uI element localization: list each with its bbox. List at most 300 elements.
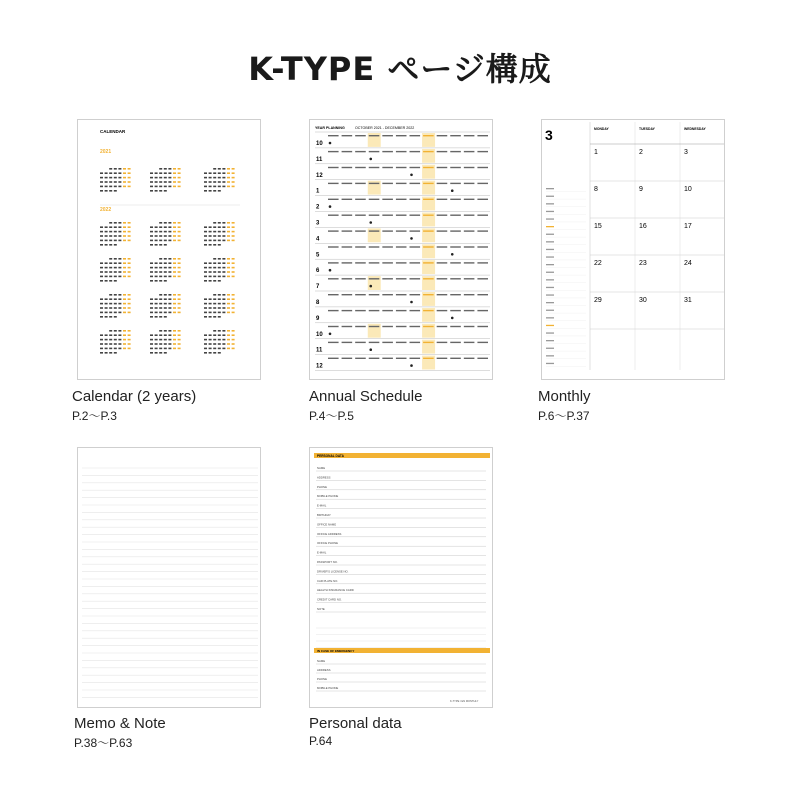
mini-day-mark (164, 334, 167, 336)
mini-day-mark (159, 307, 162, 309)
mini-day-mark (100, 352, 103, 354)
mini-day-mark (209, 181, 212, 183)
day-header-mark (450, 358, 461, 359)
date-number: 22 (594, 260, 602, 267)
day-header-mark (369, 215, 380, 216)
day-header-mark (450, 183, 461, 184)
moon-mark (451, 253, 454, 256)
day-header-mark (410, 167, 421, 168)
day-header-mark (396, 262, 407, 263)
mini-day-mark (109, 348, 112, 350)
mini-day-mark (232, 181, 235, 183)
day-header-mark (396, 215, 407, 216)
mini-day-mark (213, 240, 216, 242)
calendar-year-1: 2021 (100, 149, 112, 155)
mini-day-mark (155, 262, 158, 264)
day-header-mark (355, 215, 366, 216)
day-header-mark (342, 199, 353, 200)
day-header-mark (396, 246, 407, 247)
list-line-mark (546, 279, 554, 280)
day-header-mark (464, 167, 475, 168)
list-line-mark (546, 226, 554, 227)
day-header-mark (382, 167, 393, 168)
day-header-mark (328, 135, 339, 136)
day-header-mark (369, 326, 380, 327)
mini-day-mark (109, 168, 112, 170)
month-label: 5 (316, 252, 320, 259)
mini-day-mark (227, 235, 230, 237)
day-header-mark (450, 310, 461, 311)
day-header-mark (477, 262, 488, 263)
mini-day-mark (222, 271, 225, 273)
emergency-field-label: ADDRESS (317, 668, 331, 672)
moon-mark (369, 348, 372, 351)
mini-day-mark (222, 231, 225, 233)
mini-day-mark (227, 348, 230, 350)
mini-day-mark (173, 231, 176, 233)
mini-day-mark (232, 186, 235, 188)
mini-day-mark (109, 235, 112, 237)
mini-day-mark (150, 240, 153, 242)
day-header-mark (355, 294, 366, 295)
day-header-mark (328, 278, 339, 279)
mini-day-mark (123, 330, 126, 332)
mini-day-mark (155, 352, 158, 354)
day-header-mark (396, 151, 407, 152)
mini-day-mark (109, 339, 112, 341)
mini-day-mark (232, 330, 235, 332)
mini-day-mark (227, 231, 230, 233)
day-header-mark (477, 246, 488, 247)
mini-day-mark (178, 294, 181, 296)
mini-day-mark (100, 267, 103, 269)
weekday-label: WEDNESDAY (684, 127, 706, 131)
mini-day-mark (232, 348, 235, 350)
list-line-mark (546, 340, 554, 341)
day-header-mark (477, 310, 488, 311)
day-header-mark (369, 135, 380, 136)
mini-day-mark (105, 262, 108, 264)
mini-day-mark (114, 262, 117, 264)
mini-day-mark (227, 177, 230, 179)
date-number: 9 (639, 186, 643, 193)
mini-day-mark (150, 348, 153, 350)
day-header-mark (464, 199, 475, 200)
mini-day-mark (213, 294, 216, 296)
mini-month-block (150, 222, 181, 246)
mini-day-mark (218, 258, 221, 260)
mini-day-mark (100, 244, 103, 246)
mini-day-mark (128, 258, 131, 260)
mini-day-mark (105, 298, 108, 300)
mini-day-mark (222, 334, 225, 336)
day-header-mark (355, 246, 366, 247)
mini-day-mark (178, 348, 181, 350)
mini-day-mark (168, 334, 171, 336)
mini-day-mark (105, 303, 108, 305)
mini-day-mark (100, 186, 103, 188)
mini-day-mark (204, 231, 207, 233)
mini-day-mark (109, 298, 112, 300)
mini-day-mark (218, 339, 221, 341)
day-header-mark (342, 294, 353, 295)
mini-day-mark (232, 222, 235, 224)
mini-day-mark (123, 334, 126, 336)
mini-day-mark (159, 258, 162, 260)
day-header-mark (450, 135, 461, 136)
day-header-mark (328, 358, 339, 359)
mini-day-mark (178, 334, 181, 336)
day-header-mark (342, 215, 353, 216)
mini-day-mark (114, 181, 117, 183)
day-header-mark (464, 262, 475, 263)
mini-day-mark (204, 280, 207, 282)
mini-day-mark (204, 307, 207, 309)
mini-day-mark (118, 262, 121, 264)
mini-day-mark (118, 222, 121, 224)
mini-day-mark (213, 172, 216, 174)
mini-day-mark (164, 186, 167, 188)
day-header-mark (369, 310, 380, 311)
day-header-mark (477, 199, 488, 200)
mini-day-mark (209, 276, 212, 278)
mini-day-mark (164, 190, 167, 192)
day-header-mark (437, 167, 448, 168)
mini-day-mark (159, 222, 162, 224)
list-line-mark (546, 325, 554, 326)
mini-day-mark (114, 258, 117, 260)
mini-day-mark (173, 226, 176, 228)
mini-day-mark (178, 303, 181, 305)
mini-day-mark (218, 235, 221, 237)
mini-day-mark (123, 343, 126, 345)
mini-day-mark (227, 186, 230, 188)
month-label: 11 (316, 347, 323, 354)
day-header-mark (423, 151, 434, 152)
mini-day-mark (178, 330, 181, 332)
day-header-mark (437, 310, 448, 311)
day-header-mark (342, 151, 353, 152)
mini-day-mark (218, 267, 221, 269)
mini-day-mark (204, 271, 207, 273)
mini-day-mark (150, 343, 153, 345)
day-header-mark (423, 358, 434, 359)
month-label: 10 (316, 141, 323, 147)
mini-day-mark (150, 190, 153, 192)
mini-day-mark (209, 307, 212, 309)
mini-day-mark (118, 343, 121, 345)
day-header-mark (464, 183, 475, 184)
mini-day-mark (178, 258, 181, 260)
mini-day-mark (155, 303, 158, 305)
mini-day-mark (128, 177, 131, 179)
mini-day-mark (222, 312, 225, 314)
mini-day-mark (168, 343, 171, 345)
date-number: 16 (639, 223, 647, 230)
mini-day-mark (209, 172, 212, 174)
day-header-mark (355, 342, 366, 343)
day-header-mark (423, 278, 434, 279)
day-header-mark (450, 278, 461, 279)
day-header-mark (410, 151, 421, 152)
month-label: 4 (316, 236, 320, 243)
mini-day-mark (155, 334, 158, 336)
emergency-field-label: NAME (317, 659, 326, 663)
mini-day-mark (155, 312, 158, 314)
mini-day-mark (178, 298, 181, 300)
mini-day-mark (114, 222, 117, 224)
mini-day-mark (155, 316, 158, 318)
mini-day-mark (164, 181, 167, 183)
mini-day-mark (105, 339, 108, 341)
mini-day-mark (213, 244, 216, 246)
list-line-mark (546, 294, 554, 295)
mini-month-block (150, 168, 181, 192)
day-header-mark (477, 167, 488, 168)
mini-day-mark (213, 168, 216, 170)
moon-mark (329, 333, 332, 336)
day-header-mark (410, 183, 421, 184)
mini-day-mark (118, 276, 121, 278)
day-header-mark (477, 183, 488, 184)
mini-day-mark (222, 303, 225, 305)
mini-day-mark (109, 262, 112, 264)
mini-day-mark (105, 271, 108, 273)
mini-day-mark (100, 262, 103, 264)
mini-day-mark (232, 339, 235, 341)
date-number: 2 (639, 149, 643, 156)
day-header-mark (342, 135, 353, 136)
mini-day-mark (105, 177, 108, 179)
emergency-header: IN CASE OF EMERGENCY (317, 649, 355, 654)
mini-day-mark (227, 303, 230, 305)
list-line-mark (546, 249, 554, 250)
day-header-mark (410, 215, 421, 216)
mini-day-mark (155, 271, 158, 273)
mini-day-mark (222, 235, 225, 237)
mini-day-mark (232, 271, 235, 273)
calendar-heading: CALENDAR (100, 129, 126, 134)
day-header-mark (382, 278, 393, 279)
day-header-mark (477, 215, 488, 216)
mini-day-mark (159, 298, 162, 300)
mini-day-mark (213, 177, 216, 179)
day-header-mark (328, 151, 339, 152)
pages-calendar: P.2〜P.3 (72, 409, 117, 423)
mini-day-mark (227, 312, 230, 314)
mini-day-mark (222, 177, 225, 179)
day-header-mark (382, 294, 393, 295)
list-line-mark (546, 203, 554, 204)
mini-day-mark (222, 348, 225, 350)
day-header-mark (355, 358, 366, 359)
mini-day-mark (218, 303, 221, 305)
day-header-mark (477, 135, 488, 136)
mini-day-mark (227, 294, 230, 296)
mini-day-mark (168, 226, 171, 228)
mini-day-mark (209, 235, 212, 237)
mini-day-mark (100, 276, 103, 278)
mini-day-mark (159, 226, 162, 228)
mini-day-mark (150, 181, 153, 183)
day-header-mark (437, 135, 448, 136)
mini-day-mark (109, 316, 112, 318)
mini-day-mark (105, 226, 108, 228)
mini-day-mark (155, 172, 158, 174)
day-header-mark (328, 199, 339, 200)
mini-day-mark (178, 271, 181, 273)
mini-day-mark (128, 303, 131, 305)
day-header-mark (382, 310, 393, 311)
moon-mark (410, 174, 413, 177)
day-header-mark (396, 294, 407, 295)
day-header-mark (450, 262, 461, 263)
day-header-mark (342, 326, 353, 327)
mini-day-mark (213, 316, 216, 318)
day-header-mark (437, 294, 448, 295)
list-line-mark (546, 302, 554, 303)
mini-day-mark (105, 240, 108, 242)
day-header-mark (410, 278, 421, 279)
mini-month-block (204, 258, 235, 282)
mini-day-mark (178, 267, 181, 269)
day-header-mark (423, 310, 434, 311)
mini-day-mark (227, 334, 230, 336)
day-header-mark (477, 151, 488, 152)
mini-day-mark (150, 177, 153, 179)
mini-day-mark (164, 231, 167, 233)
day-header-mark (355, 310, 366, 311)
mini-day-mark (218, 334, 221, 336)
mini-day-mark (222, 298, 225, 300)
mini-day-mark (109, 280, 112, 282)
mini-day-mark (168, 181, 171, 183)
mini-day-mark (105, 316, 108, 318)
day-header-mark (437, 230, 448, 231)
mini-day-mark (222, 294, 225, 296)
mini-month-block (150, 294, 181, 318)
mini-day-mark (123, 271, 126, 273)
mini-day-mark (213, 186, 216, 188)
mini-day-mark (164, 307, 167, 309)
pages-annual: P.4〜P.5 (309, 409, 354, 423)
day-header-mark (450, 326, 461, 327)
mini-day-mark (209, 190, 212, 192)
mini-day-mark (155, 244, 158, 246)
mini-day-mark (164, 316, 167, 318)
mini-day-mark (100, 181, 103, 183)
day-header-mark (382, 215, 393, 216)
mini-day-mark (222, 172, 225, 174)
caption-calendar: Calendar (2 years) (72, 388, 197, 405)
moon-mark (329, 205, 332, 208)
mini-day-mark (128, 343, 131, 345)
mini-day-mark (128, 339, 131, 341)
mini-day-mark (164, 168, 167, 170)
date-number: 1 (594, 149, 598, 156)
mini-day-mark (100, 190, 103, 192)
mini-day-mark (168, 312, 171, 314)
day-header-mark (437, 278, 448, 279)
mini-day-mark (204, 298, 207, 300)
mini-day-mark (100, 307, 103, 309)
day-header-mark (355, 183, 366, 184)
mini-day-mark (209, 240, 212, 242)
day-header-mark (410, 358, 421, 359)
mini-day-mark (168, 235, 171, 237)
mini-day-mark (109, 186, 112, 188)
mini-day-mark (178, 307, 181, 309)
mini-day-mark (118, 168, 121, 170)
mini-day-mark (164, 280, 167, 282)
mini-day-mark (105, 307, 108, 309)
mini-day-mark (218, 186, 221, 188)
mini-day-mark (150, 280, 153, 282)
mini-day-mark (114, 231, 117, 233)
mini-day-mark (232, 334, 235, 336)
mini-day-mark (213, 231, 216, 233)
day-header-mark (328, 215, 339, 216)
day-header-mark (464, 358, 475, 359)
month-label: 10 (316, 331, 323, 338)
mini-day-mark (204, 334, 207, 336)
day-header-mark (437, 215, 448, 216)
mini-day-mark (114, 294, 117, 296)
mini-day-mark (204, 267, 207, 269)
personal-field-label: DRIVER'S LICENSE NO. (317, 569, 349, 574)
mini-day-mark (209, 267, 212, 269)
mini-day-mark (118, 307, 121, 309)
list-line-mark (546, 241, 554, 242)
mini-day-mark (178, 231, 181, 233)
mini-day-mark (159, 316, 162, 318)
mini-day-mark (173, 276, 176, 278)
mini-day-mark (118, 339, 121, 341)
mini-day-mark (209, 226, 212, 228)
mini-day-mark (118, 271, 121, 273)
mini-day-mark (213, 303, 216, 305)
mini-day-mark (178, 235, 181, 237)
mini-day-mark (232, 240, 235, 242)
mini-day-mark (128, 312, 131, 314)
mini-day-mark (168, 186, 171, 188)
list-line-mark (546, 272, 554, 273)
moon-mark (369, 285, 372, 288)
mini-day-mark (114, 312, 117, 314)
emergency-field-label: PHONE (317, 677, 327, 681)
date-number: 31 (684, 297, 692, 304)
day-header-mark (382, 342, 393, 343)
mini-day-mark (118, 330, 121, 332)
mini-day-mark (123, 307, 126, 309)
mini-day-mark (109, 303, 112, 305)
day-header-mark (423, 326, 434, 327)
mini-day-mark (232, 262, 235, 264)
day-header-mark (342, 230, 353, 231)
personal-field-label: NOTE (317, 607, 325, 611)
mini-day-mark (118, 181, 121, 183)
mini-day-mark (218, 240, 221, 242)
mini-day-mark (123, 235, 126, 237)
mini-day-mark (209, 231, 212, 233)
mini-day-mark (209, 186, 212, 188)
day-header-mark (410, 230, 421, 231)
date-number: 29 (594, 297, 602, 304)
day-header-mark (464, 294, 475, 295)
mini-day-mark (155, 343, 158, 345)
mini-day-mark (227, 181, 230, 183)
mini-day-mark (213, 280, 216, 282)
